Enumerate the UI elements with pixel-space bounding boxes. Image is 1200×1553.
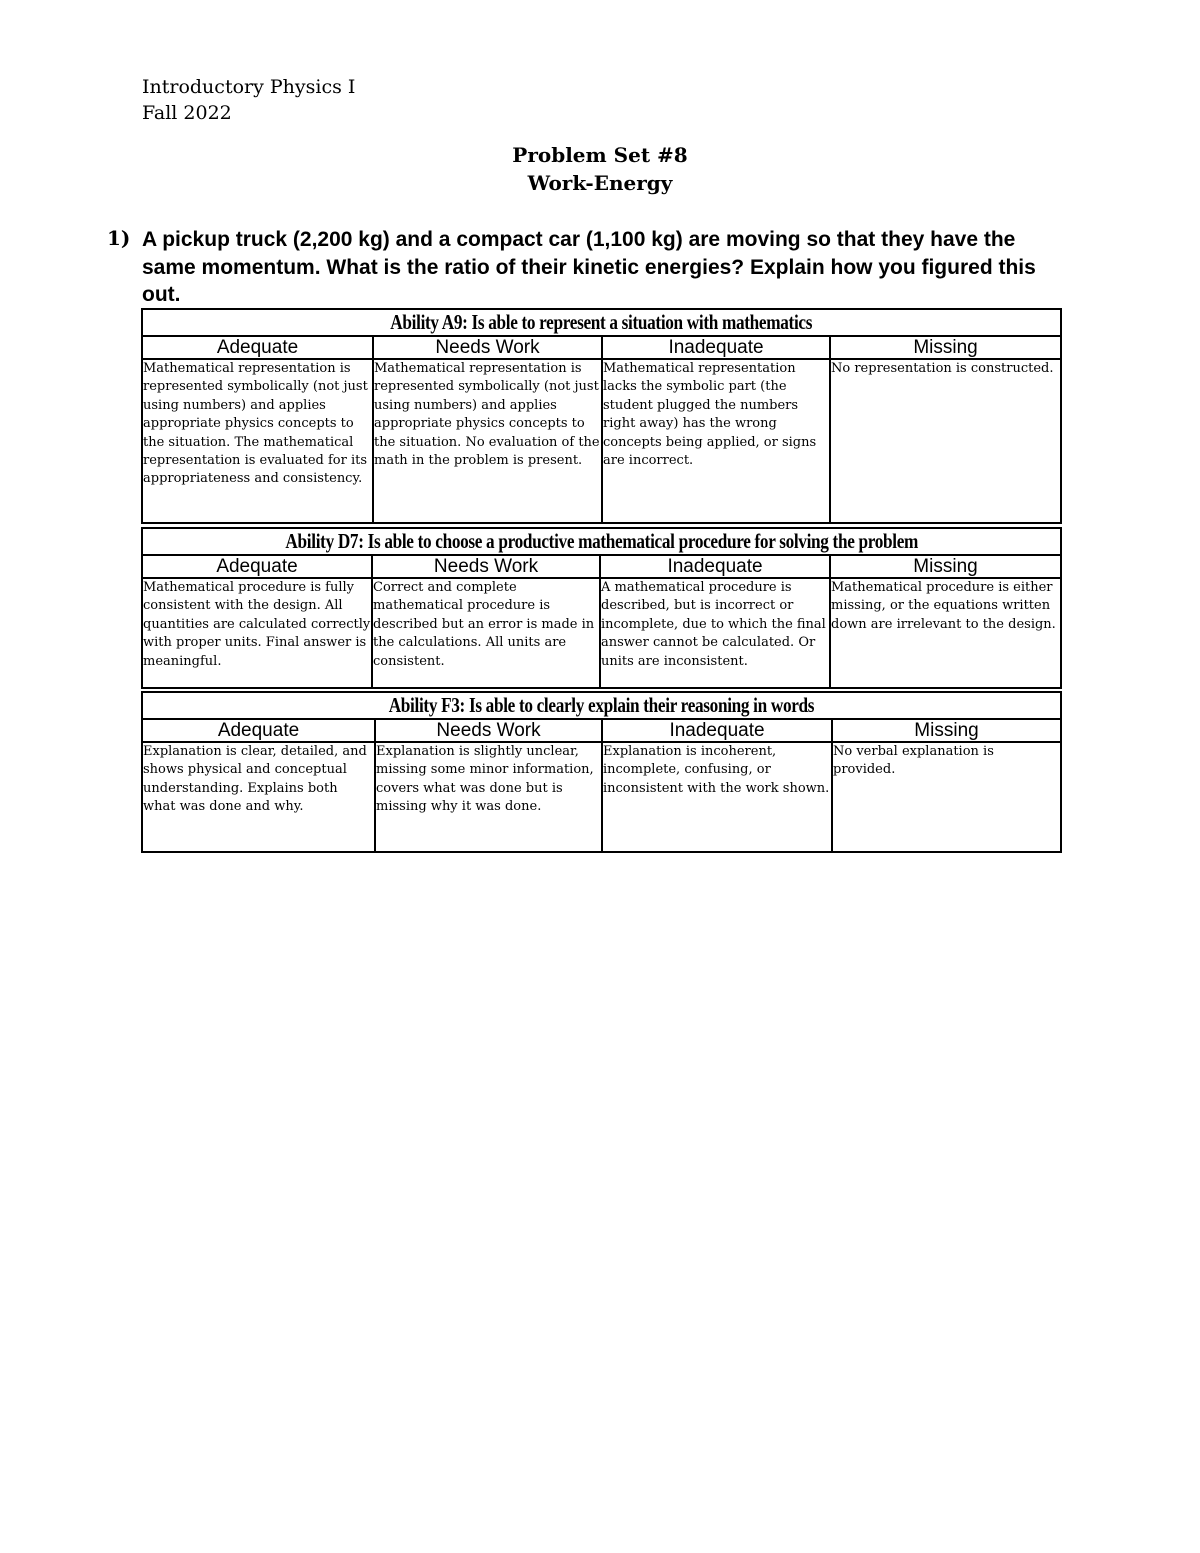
level-needs-work: Needs Work (373, 336, 602, 359)
rubric-table-d7 (141, 527, 1062, 689)
course-title: Introductory Physics I (142, 76, 356, 98)
question-text: A pickup truck (2,200 kg) and a compact car (1,100 kg) are moving so that they have the same momentum. What is the ratio of their kinetic energies? Explain how you figured this out. (142, 228, 1036, 306)
problem-set-title: Problem Set #8 (512, 143, 688, 167)
level-missing: Missing (830, 555, 1061, 578)
level-adequate: Adequate (142, 555, 372, 578)
description-adequate: Explanation is clear, detailed, and shows physical and conceptual understanding. Explains both what was done and why. (142, 742, 375, 852)
level-adequate: Adequate (142, 336, 373, 359)
description-inadequate: Explanation is incoherent, incomplete, confusing, or inconsistent with the work shown. (602, 742, 832, 852)
level-adequate: Adequate (142, 719, 375, 742)
description-needs-work: Correct and complete mathematical procedure is described but an error is made in the calculations. All units are consistent. (372, 578, 600, 688)
level-inadequate: Inadequate (602, 336, 830, 359)
description-adequate: Mathematical representation is represented symbolically (not just using numbers) and applies appropriate physics concepts to the situation. The mathematical representation is evaluated for its appropriateness and consistency. (142, 359, 373, 523)
description-missing: Mathematical procedure is either missing, or the equations written down are irrelevant to the design. (830, 578, 1061, 688)
rubric-ability-heading: Ability A9: Is able to represent a situation with mathematics (142, 309, 1061, 336)
description-needs-work: Explanation is slightly unclear, missing some minor information, covers what was done but is missing why it was done. (375, 742, 602, 852)
level-missing: Missing (830, 336, 1061, 359)
rubric-table-a9 (141, 308, 1062, 524)
level-inadequate: Inadequate (602, 719, 832, 742)
rubric-ability-heading: Ability F3: Is able to clearly explain their reasoning in words (142, 692, 1061, 719)
problem-set-subtitle: Work-Energy (527, 171, 673, 195)
question-number: 1) (107, 226, 131, 250)
rubric-table-f3 (141, 691, 1062, 853)
description-missing: No representation is constructed. (830, 359, 1061, 523)
description-missing: No verbal explanation is provided. (832, 742, 1061, 852)
course-term: Fall 2022 (142, 102, 232, 124)
description-inadequate: A mathematical procedure is described, but is incorrect or incomplete, due to which the final answer cannot be calculated. Or units are inconsistent. (600, 578, 830, 688)
level-needs-work: Needs Work (372, 555, 600, 578)
level-missing: Missing (832, 719, 1061, 742)
level-needs-work: Needs Work (375, 719, 602, 742)
description-needs-work: Mathematical representation is represented symbolically (not just using numbers) and applies appropriate physics concepts to the situation. No evaluation of the math in the problem is present. (373, 359, 602, 523)
description-inadequate: Mathematical representation lacks the symbolic part (the student plugged the numbers right away) has the wrong concepts being applied, or signs are incorrect. (602, 359, 830, 523)
rubric-ability-heading: Ability D7: Is able to choose a productive mathematical procedure for solving the problem (142, 528, 1061, 555)
description-adequate: Mathematical procedure is fully consistent with the design. All quantities are calculated correctly with proper units. Final answer is meaningful. (142, 578, 372, 688)
level-inadequate: Inadequate (600, 555, 830, 578)
